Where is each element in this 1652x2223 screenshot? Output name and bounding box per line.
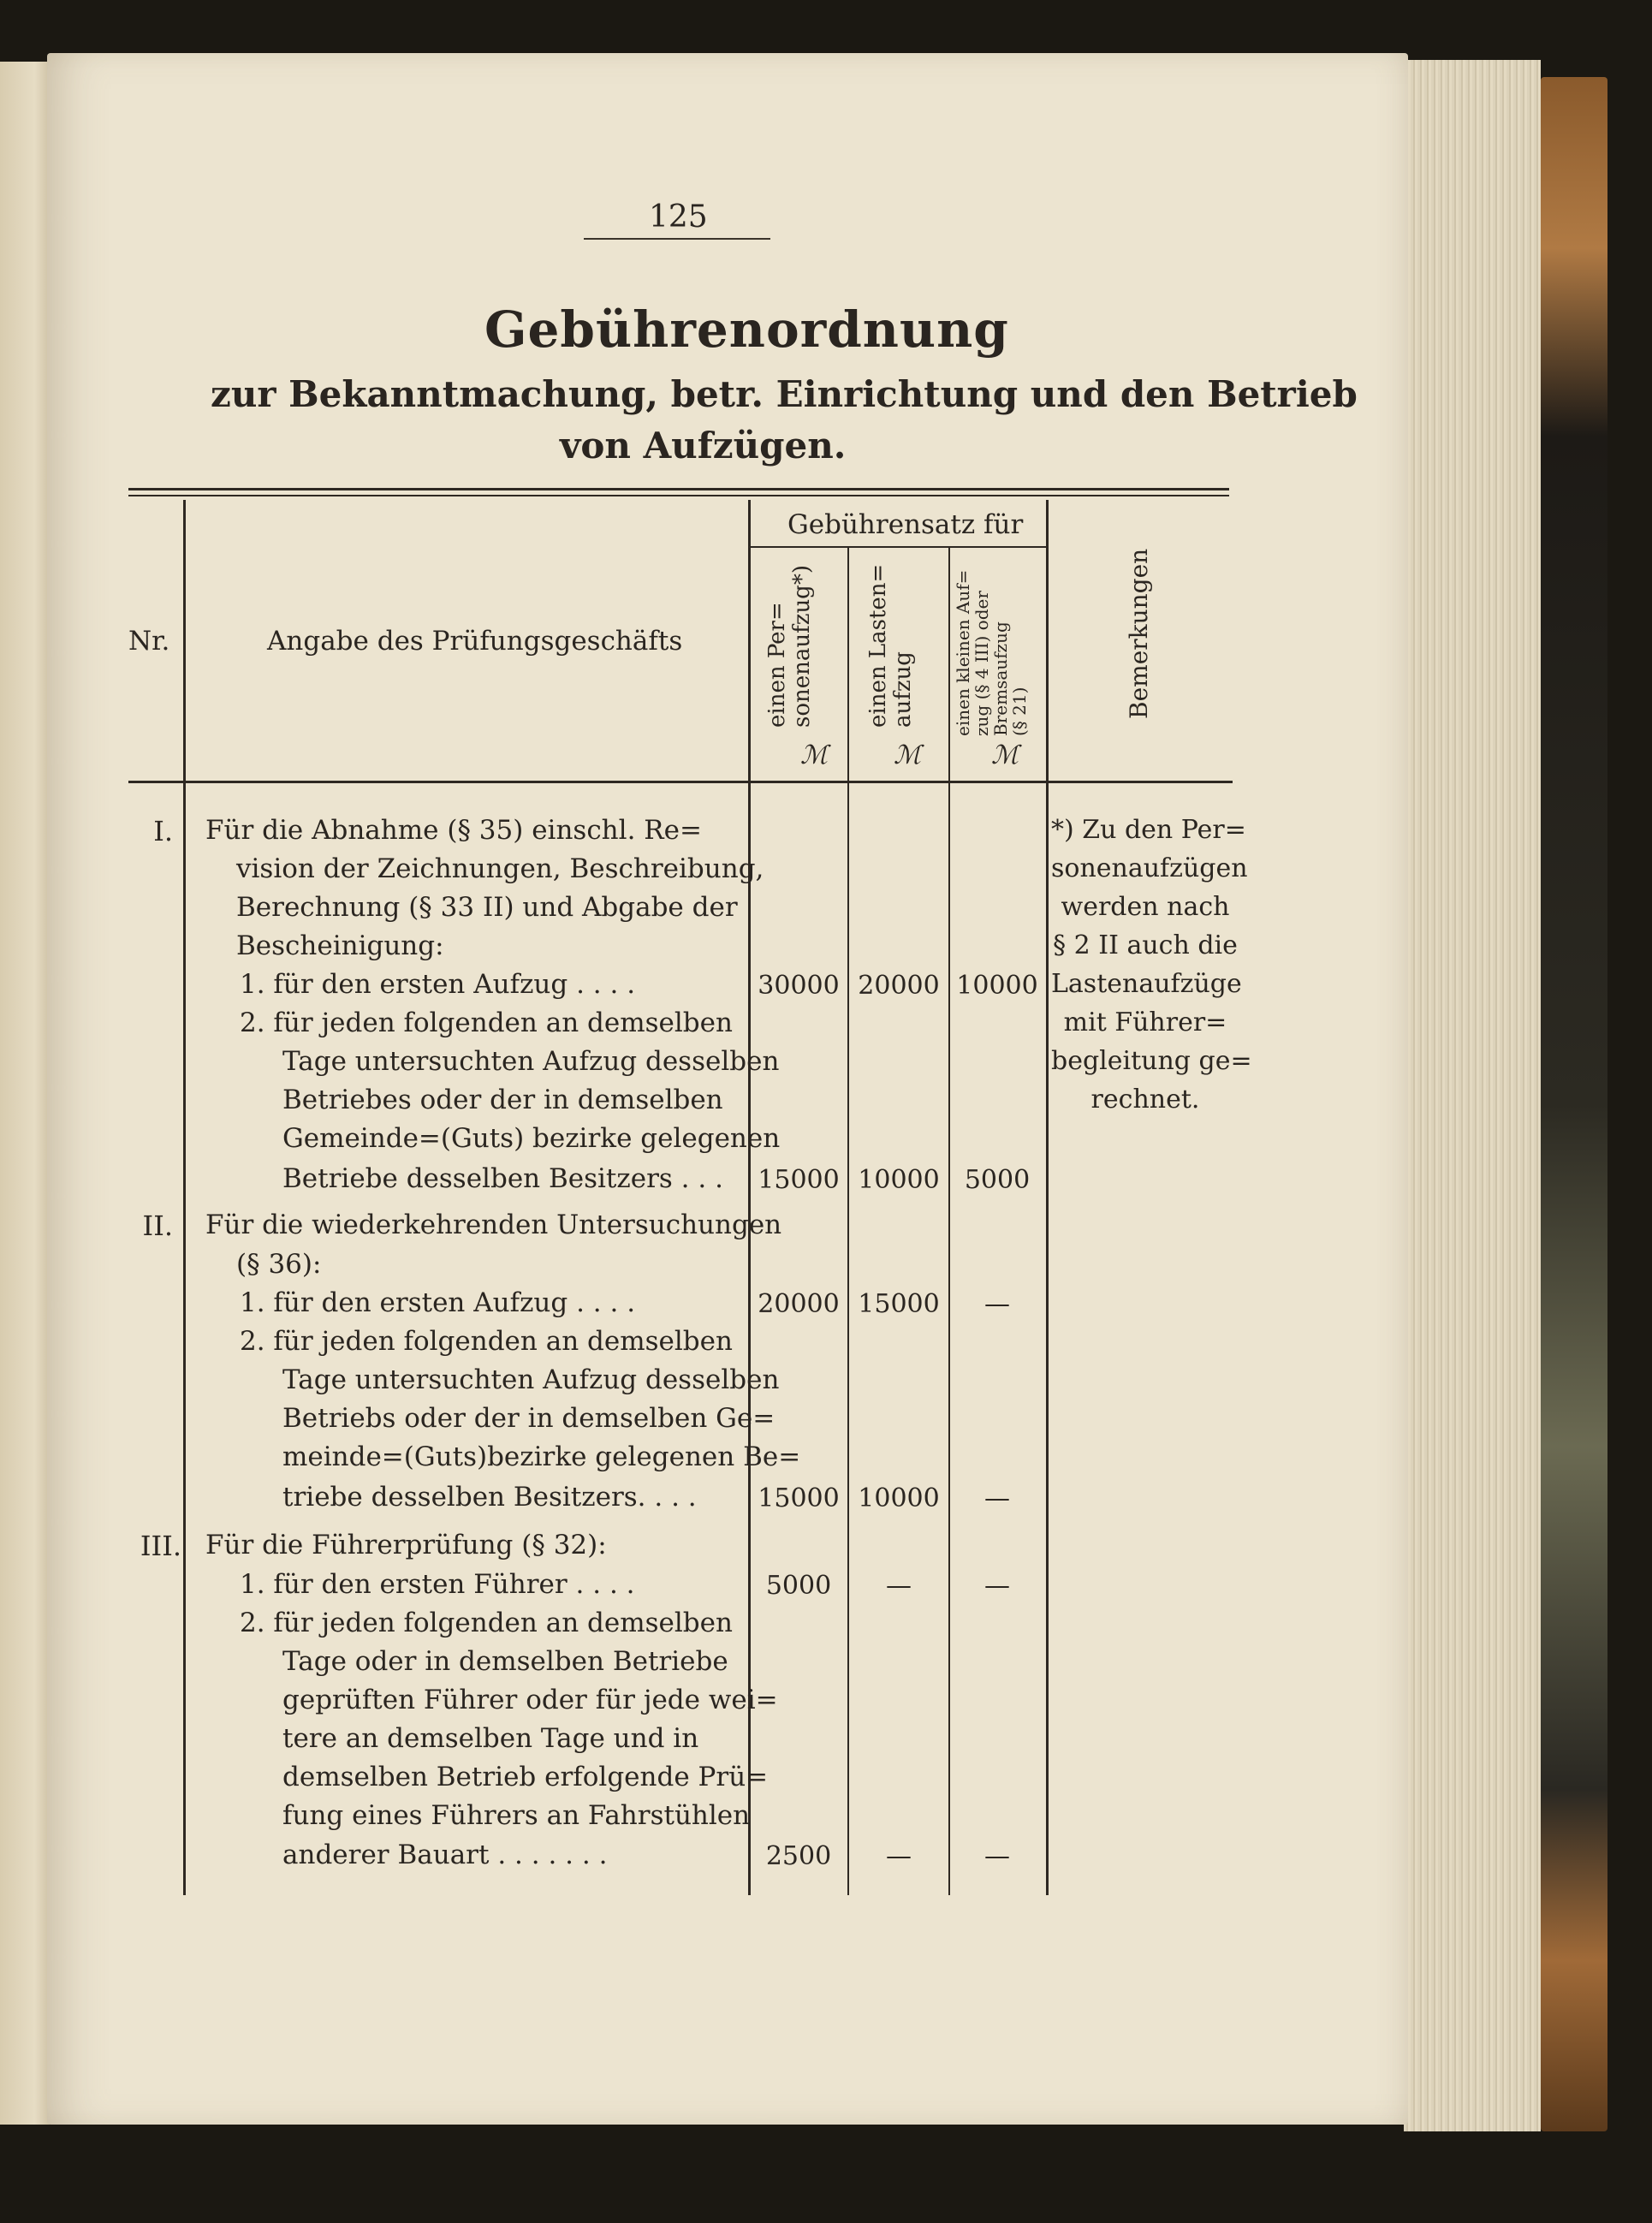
item-line: anderer Bauart . . . . . . . bbox=[282, 1840, 608, 1870]
page-subtitle-line-2: von Aufzügen. bbox=[560, 425, 847, 467]
fee-group-rule bbox=[750, 546, 1046, 548]
remark-line: sonenaufzügen bbox=[1051, 853, 1248, 883]
header-small-elevator: einen kleinen Auf= zug (§ 4 III) oder Bremsaufzug (§ 21) bbox=[953, 569, 1030, 736]
table-col-rule-small bbox=[1046, 500, 1049, 1895]
book-binding bbox=[1541, 77, 1607, 2131]
currency-freight: ℳ bbox=[894, 740, 922, 770]
remark-line: werden nach bbox=[1061, 892, 1230, 922]
header-remarks: Bemerkungen bbox=[1125, 548, 1153, 719]
fee-person: 5000 bbox=[765, 1571, 832, 1601]
header-nr: Nr. bbox=[128, 626, 170, 657]
page-number-rule bbox=[584, 238, 770, 240]
item-line: 1. für den ersten Führer . . . . bbox=[240, 1569, 635, 1600]
fee-small: 10000 bbox=[956, 971, 1038, 1001]
table-col-rule-person bbox=[847, 548, 849, 1895]
item-line: Betriebes oder der in demselben bbox=[282, 1085, 723, 1115]
fee-freight: — bbox=[886, 1571, 912, 1601]
item-line: fung eines Führers an Fahrstühlen bbox=[282, 1800, 751, 1831]
item-line: meinde=(Guts)bezirke gelegenen Be= bbox=[282, 1441, 801, 1472]
item-line: Gemeinde=(Guts) bezirke gelegenen bbox=[282, 1123, 781, 1154]
fee-freight: 10000 bbox=[858, 1483, 940, 1513]
fee-person: 2500 bbox=[765, 1841, 832, 1871]
table-top-rule-thin bbox=[128, 495, 1229, 496]
item-line: 2. für jeden folgenden an demselben bbox=[240, 1608, 733, 1638]
fee-person: 30000 bbox=[758, 971, 840, 1001]
item-line: Tage untersuchten Aufzug desselben bbox=[282, 1364, 780, 1395]
item-line: Tage untersuchten Aufzug desselben bbox=[282, 1046, 780, 1077]
section-intro-line: Für die wiederkehrenden Untersuchungen bbox=[205, 1210, 782, 1240]
page-number: 125 bbox=[649, 199, 708, 235]
fee-person: 15000 bbox=[758, 1165, 840, 1195]
header-person-elevator: einen Per= sonenaufzug*) bbox=[764, 565, 815, 728]
fee-freight: 20000 bbox=[858, 971, 940, 1001]
section-intro-line: Für die Führerprüfung (§ 32): bbox=[205, 1530, 607, 1560]
left-page-edge bbox=[0, 62, 50, 2125]
remark-line: Lastenaufzüge bbox=[1051, 969, 1242, 999]
item-line: 1. für den ersten Aufzug . . . . bbox=[240, 1287, 636, 1318]
table-header-rule bbox=[128, 781, 1233, 783]
item-line: Betriebs oder der in demselben Ge= bbox=[282, 1403, 775, 1434]
item-line: triebe desselben Besitzers. . . . bbox=[282, 1482, 697, 1513]
fee-small: 5000 bbox=[964, 1165, 1031, 1195]
page-subtitle-line-1: zur Bekanntmachung, betr. Einrichtung und den Betrieb bbox=[211, 373, 1358, 415]
item-line: Tage oder in demselben Betriebe bbox=[282, 1646, 728, 1677]
header-fee-group: Gebührensatz für bbox=[787, 509, 1024, 540]
currency-small: ℳ bbox=[991, 740, 1019, 770]
fee-small: — bbox=[984, 1289, 1010, 1319]
fee-person: 20000 bbox=[758, 1289, 840, 1319]
section-nr: I. bbox=[153, 815, 173, 847]
section-nr: II. bbox=[142, 1210, 173, 1242]
remark-line: mit Führer= bbox=[1063, 1007, 1227, 1037]
remark-line: § 2 II auch die bbox=[1053, 930, 1238, 960]
item-line: geprüften Führer oder für jede wei= bbox=[282, 1685, 778, 1715]
item-line: tere an demselben Tage und in bbox=[282, 1723, 699, 1754]
currency-person: ℳ bbox=[800, 740, 829, 770]
fee-freight: 10000 bbox=[858, 1165, 940, 1195]
item-line: demselben Betrieb erfolgende Prü= bbox=[282, 1762, 769, 1792]
table-top-rule bbox=[128, 488, 1229, 490]
section-intro-line: Bescheinigung: bbox=[236, 930, 444, 961]
section-intro-line: Für die Abnahme (§ 35) einschl. Re= bbox=[205, 815, 702, 846]
page-stack-edge bbox=[1404, 60, 1541, 2131]
fee-small: — bbox=[984, 1483, 1010, 1513]
fee-freight: — bbox=[886, 1841, 912, 1871]
item-line: 2. für jeden folgenden an demselben bbox=[240, 1326, 733, 1357]
item-line: Betriebe desselben Besitzers . . . bbox=[282, 1163, 723, 1194]
fee-freight: 15000 bbox=[858, 1289, 940, 1319]
item-line: 1. für den ersten Aufzug . . . . bbox=[240, 969, 636, 1000]
fee-small: — bbox=[984, 1841, 1010, 1871]
table-col-rule-nr bbox=[183, 500, 186, 1895]
remark-line: *) Zu den Per= bbox=[1051, 815, 1246, 845]
remark-line: rechnet. bbox=[1090, 1085, 1200, 1114]
section-intro-line: vision der Zeichnungen, Beschreibung, bbox=[236, 853, 764, 884]
header-freight-elevator: einen Lasten= aufzug bbox=[865, 563, 916, 728]
remark-line: begleitung ge= bbox=[1051, 1046, 1252, 1076]
header-description: Angabe des Prüfungsgeschäfts bbox=[267, 626, 683, 657]
section-nr: III. bbox=[140, 1530, 181, 1562]
section-intro-line: Berechnung (§ 33 II) und Abgabe der bbox=[236, 892, 738, 923]
fee-person: 15000 bbox=[758, 1483, 840, 1513]
table-col-rule-freight bbox=[948, 548, 950, 1895]
item-line: 2. für jeden folgenden an demselben bbox=[240, 1007, 733, 1038]
fee-small: — bbox=[984, 1571, 1010, 1601]
section-intro-line: (§ 36): bbox=[236, 1249, 322, 1280]
page-title: Gebührenordnung bbox=[484, 300, 1009, 359]
